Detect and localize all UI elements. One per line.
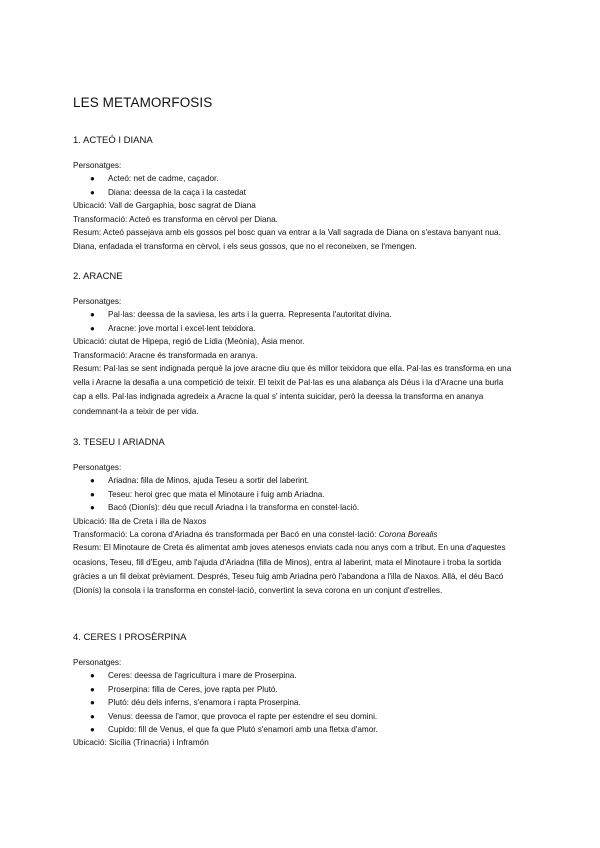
resum-paragraph: Resum: El Minotaure de Creta és alimentat amb joves atenesos enviats cada nou anys com a tribut. En una d'aquestes ocasions, Teseu, fill d'Egeu, amb l'ajuda d'Ariadna (filla de Minos), entra al laberint, mata el Minotaure i troba la sortida gràcies a un fil deixat prèviament. Després, Teseu fuig amb Ariadna però l'abandona a l'illa de Naxos. Allà, el déu Bacó (Dionís) la consola i la transforma en constel·lació, convertint la seva corona en un conjunt d'estrelles. — [73, 543, 506, 596]
characters-list — [73, 308, 533, 335]
list-item: ● Venus: deessa de l'amor, que provoca el rapte per estendre el seu domini. — [73, 710, 533, 723]
ubicacio-line: Ubicació: Illa de Creta i illa de Naxos — [73, 516, 207, 526]
bullet-icon: ● — [90, 684, 95, 694]
bullet-icon: ● — [90, 671, 95, 681]
personatges-label: Personatges: — [73, 161, 122, 170]
resum-paragraph: Resum: Pal·las se sent indignada perquè la jove aracne diu que és millor teixidora que ella. Pal·las es transforma en una vella i Aracne la desafia a una competició de teixir. El teixit de Pal·las es una alabança als Déus i la d'Aracne una burla cap a ells. Pal·las indignada agredeix a Aracne la qual s' intenta suicidar, però la deessa la transforma en ananya condemnant-la a teixir de per vida. — [73, 364, 512, 416]
list-item: ● Ariadna: filla de Minos, ajuda Teseu a sortir del laberint. — [73, 474, 533, 487]
list-item: ● Proserpina: filla de Ceres, jove rapta per Plutó. — [73, 683, 533, 696]
section-heading: 3. TESEU I ARIADNA — [73, 437, 165, 448]
list-item: ● Cupido: fill de Venus, el que fa que Plutó s'enamori amb una fletxa d'amor. — [73, 723, 533, 736]
characters-list — [73, 172, 533, 199]
list-item: ● Teseu: heroi grec que mata el Minotaure i fuig amb Ariadna. — [73, 488, 533, 501]
bullet-icon: ● — [90, 725, 95, 735]
ubicacio-line: Ubicació: Sicília (Trinacria) i Inframón — [73, 738, 209, 748]
characters-list — [73, 474, 533, 514]
section-ceres-proserpina — [73, 632, 533, 750]
section-heading: 1. ACTEÓ I DIANA — [73, 135, 153, 146]
bullet-icon: ● — [90, 323, 95, 333]
section-acteo-diana — [73, 135, 533, 254]
bullet-icon: ● — [90, 489, 95, 499]
bullet-icon: ● — [90, 476, 95, 486]
ubicacio-line: Ubicació: ciutat de Hipepa, regió de Lídia (Meònia), Àsia menor. — [73, 337, 305, 347]
list-item: ● Acteó: net de cadme, caçador. — [73, 172, 533, 185]
list-item: ● Plutó: déu dels inferns, s'enamora i rapta Proserpina. — [73, 696, 533, 709]
section-heading: 4. CERES I PROSÈRPINA — [73, 632, 187, 643]
bullet-icon: ● — [90, 503, 95, 513]
list-item: ● Ceres: deessa de l'agricultura i mare de Proserpina. — [73, 669, 533, 682]
section-heading: 2. ARACNE — [73, 271, 123, 282]
bullet-icon: ● — [90, 711, 95, 721]
ubicacio-line: Ubicació: Vall de Gargaphia, bosc sagrat de Diana — [73, 201, 256, 211]
resum-paragraph: Resum: Acteó passejava amb els gossos pel bosc quan va entrar a la Vall sagrada de Diana on s'estava banyant nua. Diana, enfadada el transforma en cèrvol, i els seus gossos, que no el reconeixen, se l'mengen. — [73, 228, 501, 252]
personatges-label: Personatges: — [73, 463, 122, 472]
characters-list — [73, 669, 533, 736]
personatges-label: Personatges: — [73, 658, 122, 667]
personatges-label: Personatges: — [73, 297, 122, 306]
section-teseu-ariadna — [73, 437, 533, 598]
list-item: ● Bacó (Dionís): déu que recull Ariadna i la transforma en constel·lació. — [73, 501, 533, 514]
bullet-icon: ● — [90, 310, 95, 320]
document-title: LES METAMORFOSIS — [73, 95, 213, 110]
list-item: ● Pal·las: deessa de la saviesa, les arts i la guerra. Representa l'autoritat divina. — [73, 308, 533, 321]
bullet-icon: ● — [90, 698, 95, 708]
list-item: ● Aracne: jove mortal i excel·lent teixidora. — [73, 322, 533, 335]
list-item: ● Diana: deessa de la caça i la castedat — [73, 186, 533, 199]
bullet-icon: ● — [90, 187, 95, 197]
section-aracne — [73, 271, 533, 419]
transformacio-line: Transformació: Aracne és transformada en aranya. — [73, 350, 258, 360]
transformacio-line: Transformació: Acteó es transforma en cèrvol per Diana. — [73, 214, 278, 224]
bullet-icon: ● — [90, 174, 95, 184]
transformacio-line: Transformació: La corona d'Ariadna és transformada per Bacó en una constel·lació: Corona Borealis — [73, 530, 438, 540]
